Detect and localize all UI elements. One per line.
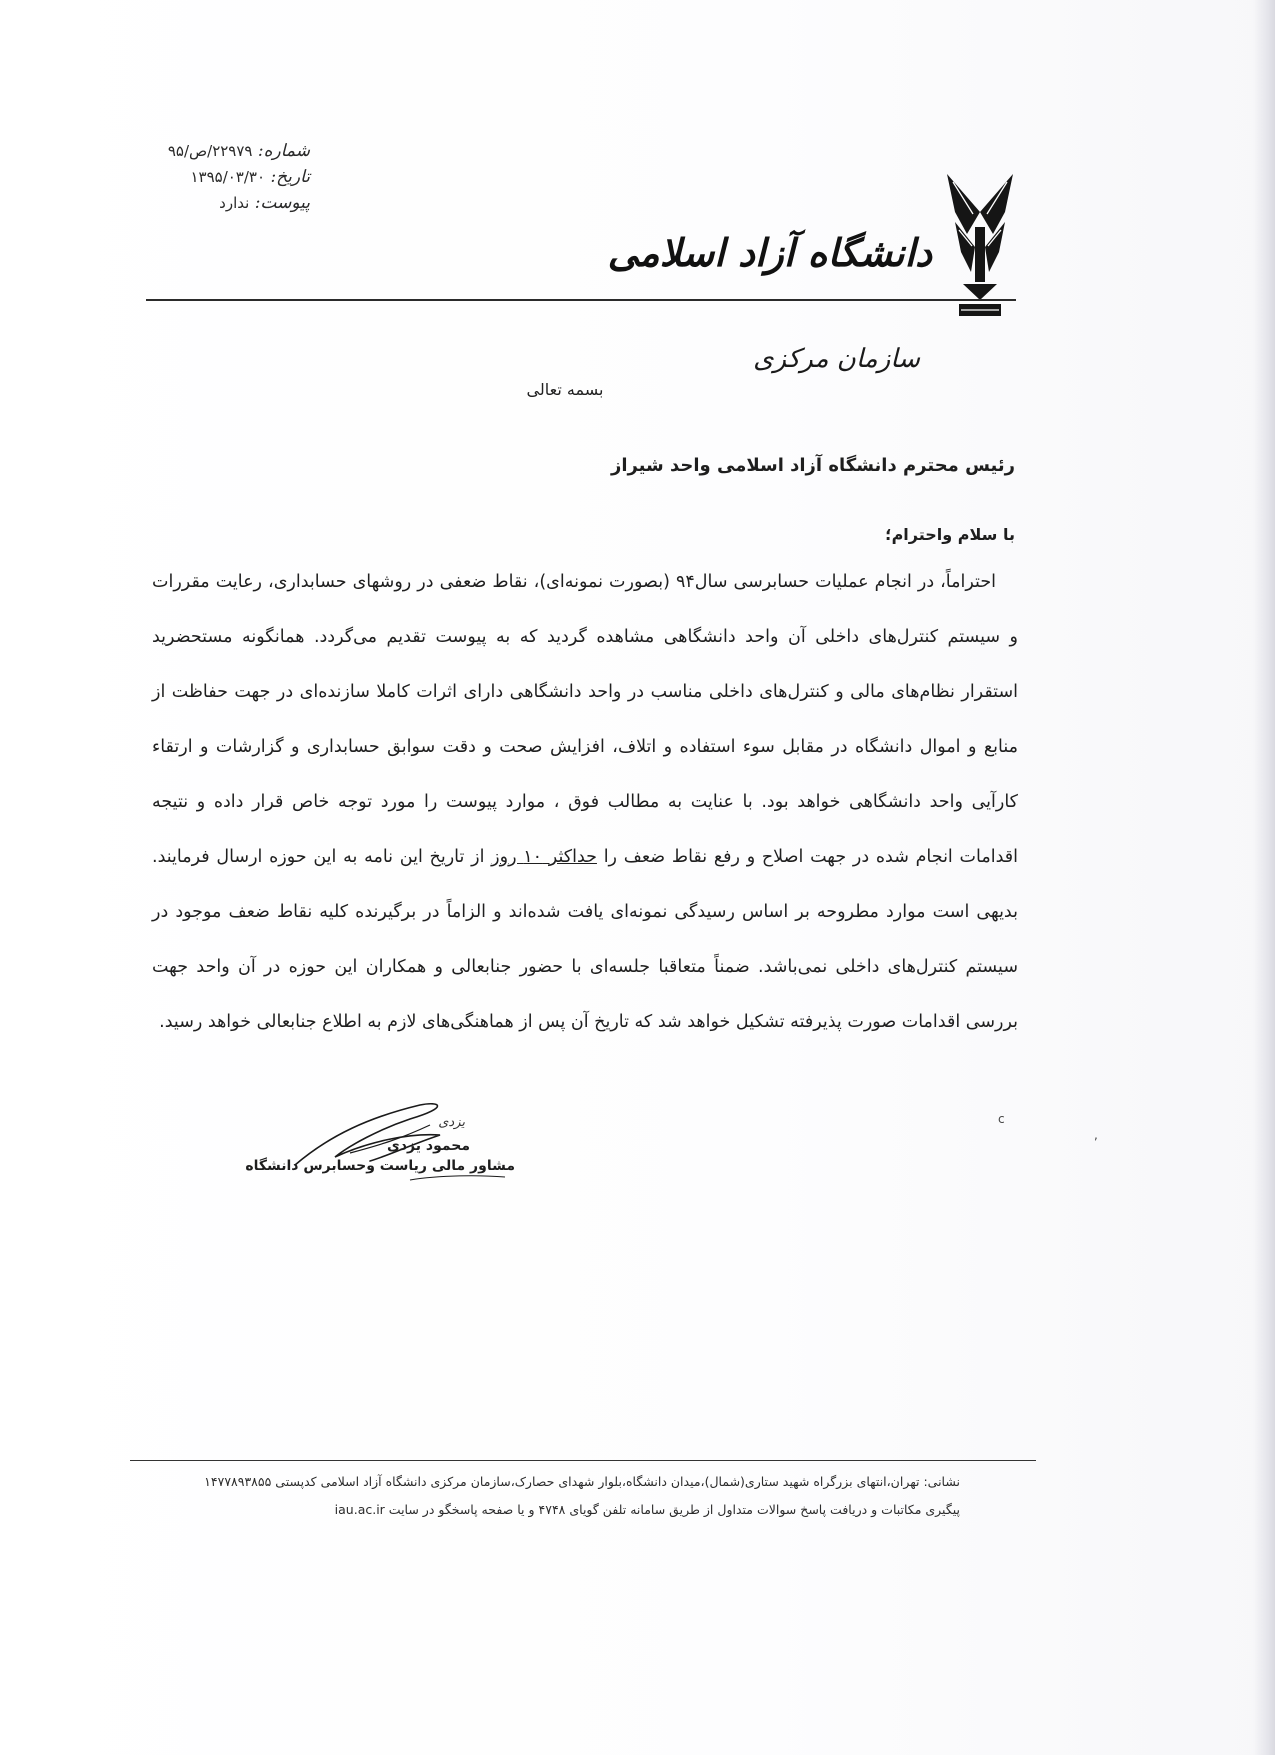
letter-footer xyxy=(140,1468,960,1524)
footer-address: نشانی: تهران،انتهای بزرگراه شهید ستاری(شمال)،میدان دانشگاه،بلوار شهدای حصارک،سازمان مرکزی دانشگاه آزاد اسلامی کدپستی ۱۴۷۷۸۹۳۸۵۵ xyxy=(204,1474,960,1489)
letter-attachment-row xyxy=(130,190,310,216)
letter-date-label: تاریخ: xyxy=(270,167,310,187)
letter-body-part1: احتراماً، در انجام عملیات حسابرسی سال۹۴ (بصورت نمونه‌ای)، نقاط ضعفی در روشهای حسابداری، رعایت مقررات و سیستم کنترل‌های داخلی آن واحد دانشگاهی مشاهده گردید که به پیوست تقدیم می‌گردد. همانگونه مستحضرید استقرار نظام‌های مالی و کنترل‌های داخلی مناسب در واحد دانشگاهی دارای اثرات کاملا سازنده‌ای در جهت حفاظت از منابع و اموال دانشگاه در مقابل سوء استفاده و اتلاف، افزایش صحت و دقت سوابق حسابداری و گزارشات و ارتقاء کارآیی واحد دانشگاهی خواهد بود. با عنایت به مطالب فوق ، موارد پیوست را مورد توجه خاص قرار داده و نتیجه اقدامات انجام شده در جهت اصلاح و رفع نقاط ضعف را xyxy=(152,572,1018,867)
letter-number-row xyxy=(130,138,310,164)
footer-rule xyxy=(130,1460,1036,1461)
footer-followup: پیگیری مکاتبات و دریافت پاسخ سوالات متداول از طریق سامانه تلفن گویای ۴۷۴۸ و یا صفحه پاسخگو در سایت iau.ac.ir xyxy=(334,1502,960,1517)
letter-attachment-value: ندارد xyxy=(219,194,250,212)
stray-mark: c xyxy=(998,1112,1005,1126)
recipient-line: رئیس محترم دانشگاه آزاد اسلامی واحد شیراز xyxy=(610,455,1015,476)
letter-body-paragraph xyxy=(152,555,1018,1050)
header-rule xyxy=(146,299,1016,301)
letter-number-label: شماره: xyxy=(257,141,310,161)
university-name: دانشگاه آزاد اسلامی xyxy=(607,230,932,275)
letter-attachment-label: پیوست: xyxy=(254,193,310,213)
letter-date-value: ۱۳۹۵/۰۳/۳۰ xyxy=(190,168,266,186)
basmala: بسمه تعالی xyxy=(526,380,604,399)
greeting-line: با سلام واحترام؛ xyxy=(885,525,1015,544)
letter-body-part2: از تاریخ این نامه به این حوزه ارسال فرمایند. بدیهی است موارد مطروحه بر اساس رسیدگی نمونه‌ای یافت شده‌اند و الزاماً در برگیرنده کلیه نقاط ضعف موجود در سیستم کنترل‌های داخلی نمی‌باشد. ضمناً متعاقبا جلسه‌ای با حضور جنابعالی و همکاران این حوزه در آن واحد جهت بررسی اقدامات صورت پذیرفته تشکیل خواهد شد که تاریخ آن پس از هماهنگی‌های لازم به اطلاع جنابعالی خواهد رسید. xyxy=(152,847,1018,1032)
letter-number-value: ۲۲۹۷۹/ص/۹۵ xyxy=(167,142,253,160)
letter-metadata xyxy=(130,138,310,216)
organization-name: سازمان مرکزی xyxy=(753,344,920,374)
scan-edge-shadow xyxy=(1253,0,1275,1755)
letter-body xyxy=(152,555,1018,1050)
signatory-name: محمود یزدی xyxy=(387,1138,470,1154)
stray-mark: , xyxy=(1094,1128,1098,1142)
deadline-emphasis: حداکثر ۱۰ روز xyxy=(491,847,597,867)
letter-date-row xyxy=(130,164,310,190)
signature-handwritten-name: یزدی xyxy=(438,1115,465,1130)
signatory-title: مشاور مالی ریاست وحسابرس دانشگاه xyxy=(245,1158,515,1174)
